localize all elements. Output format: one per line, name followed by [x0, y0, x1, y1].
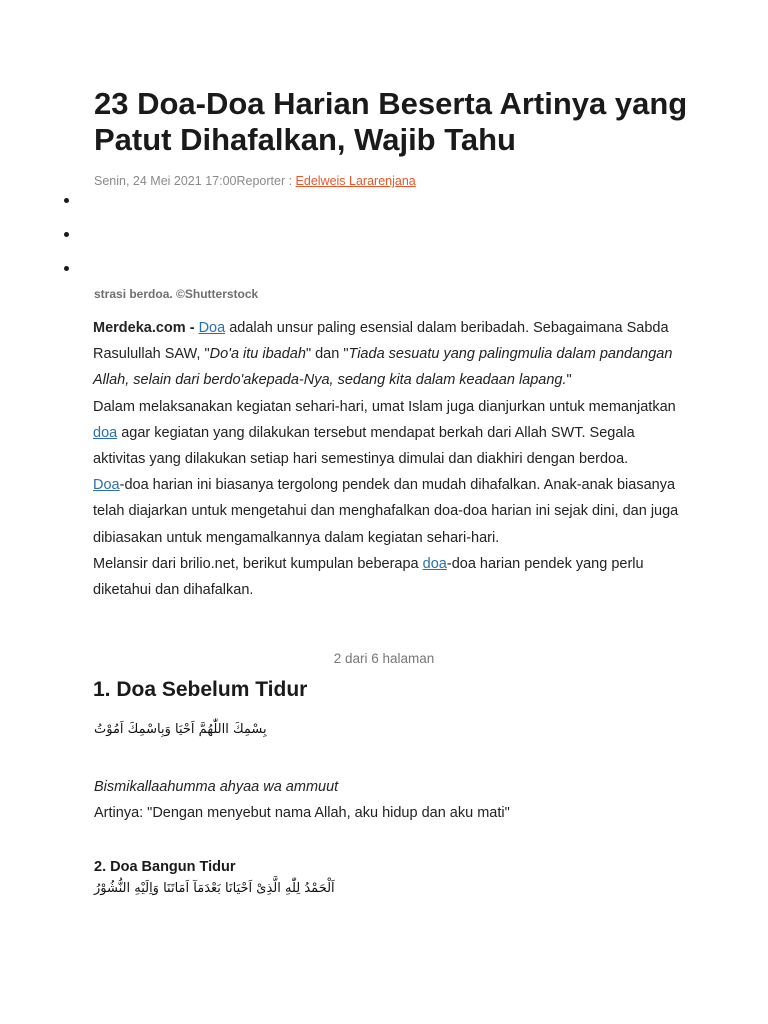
share-item-bullet[interactable] [64, 266, 69, 271]
section-heading: 2. Doa Bangun Tidur [94, 859, 236, 875]
transliteration: Bismikallaahumma ahyaa wa ammuut [94, 779, 339, 795]
publish-date: Senin, 24 Mei 2021 17:00 [94, 174, 237, 188]
doa-link[interactable]: Doa [198, 320, 226, 336]
share-item-bullet[interactable] [64, 198, 69, 203]
image-caption: strasi berdoa. ©Shutterstock [94, 287, 259, 301]
doa-link[interactable]: doa [422, 555, 447, 572]
paragraph-text: adalah unsur paling esensial dalam beribadah. Sebagaimana Sabda Rasulullah SAW, " [93, 320, 669, 363]
doa-link[interactable]: doa [93, 424, 118, 441]
paragraph-text: Melansir dari brilio.net, berikut kumpulan beberapa [93, 555, 423, 572]
share-item-bullet[interactable] [64, 232, 69, 237]
paragraph-text: " dan " [305, 346, 349, 363]
quote-text: Do'a itu ibadah [209, 346, 306, 363]
dash: - [185, 320, 199, 336]
page-indicator: 2 dari 6 halaman [333, 651, 435, 666]
article-title: 23 Doa-Doa Harian Beserta Artinya yang Patut Dihafalkan, Wajib Tahu [94, 86, 688, 157]
paragraph-text: Dalam melaksanakan kegiatan sehari-hari, umat Islam juga dianjurkan untuk memanjatkan [93, 398, 676, 415]
paragraph-text: " [566, 372, 572, 389]
quote-text: Tiada sesuatu yang palingmulia dalam pandangan Allah, selain dari berdo'akepada-Nya, sedang kita dalam keadaan lapang. [93, 346, 673, 389]
site-name: Merdeka.com [93, 320, 186, 336]
paragraph [93, 394, 683, 473]
section-heading: 1. Doa Sebelum Tidur [93, 678, 308, 701]
paragraph [93, 551, 683, 603]
arabic-text: اَلْحَمْدُ لِلّٰهِ الَّذِىْ اَحْيَانَا بَعْدَمَآ اَمَاتَنَا وَاِلَيْهِ النُّشُوْرُ [94, 881, 335, 896]
arabic-text: بِسْمِكَ االلّٰهُمَّ اَحْيَا وَبِاسْمِكَ اَمُوْتُ [94, 722, 267, 737]
paragraph-text: -doa harian pendek yang perlu diketahui dan dihafalkan. [93, 555, 644, 599]
paragraph [93, 315, 683, 394]
paragraph-text: -doa harian ini biasanya tergolong pendek dan mudah dihafalkan. Anak-anak biasanya telah diajarkan untuk mengetahui dan menghafalkan doa-doa harian ini sejak dini, dan juga dibiasakan untuk mengamalkannya dalam kegiatan sehari-hari. [93, 477, 679, 546]
article-body [93, 315, 683, 603]
paragraph [93, 472, 683, 551]
reporter-link[interactable]: Edelweis Lararenjana [295, 174, 416, 188]
translation: Artinya: "Dengan menyebut nama Allah, aku hidup dan aku mati" [94, 805, 510, 821]
reporter-label: Reporter : [236, 174, 296, 188]
paragraph-text: agar kegiatan yang dilakukan tersebut mendapat berkah dari Allah SWT. Segala aktivitas yang dilakukan setiap hari semestinya dimulai dan diakhiri dengan berdoa. [93, 424, 635, 468]
article-meta [94, 174, 416, 188]
doa-link[interactable]: Doa [93, 477, 120, 494]
